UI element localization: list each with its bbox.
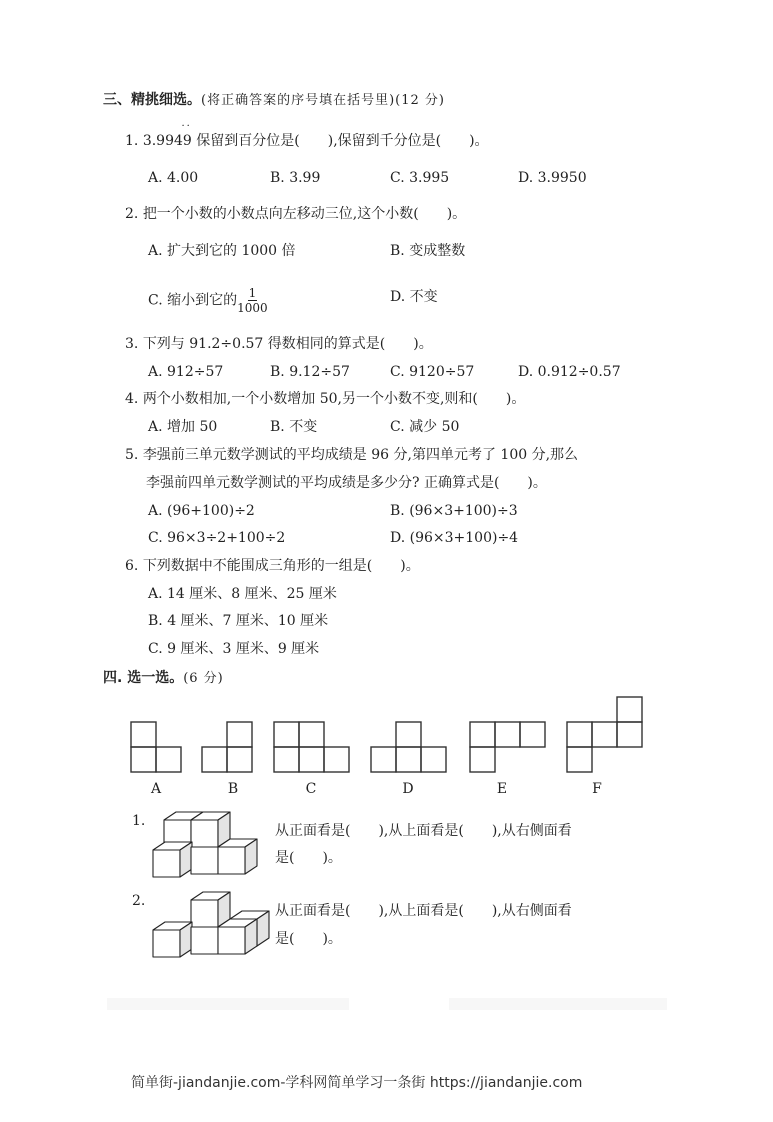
s4-q1-line1: 从正面看是( ),从上面看是( ),从右侧面看 <box>275 823 572 839</box>
figure-f-grid <box>567 697 642 772</box>
question-number: 4. <box>125 391 139 407</box>
s4-q1-line2: 是( )。 <box>275 850 342 866</box>
question-number: 6. <box>125 558 139 574</box>
question-text-line1: 李强前三单元数学测试的平均成绩是 96 分,第四单元考了 100 分,那么 <box>142 447 579 463</box>
question-text: 保留到百分位是( ),保留到千分位是( )。 <box>196 133 489 149</box>
question-5-line2: 李强前四单元数学测试的平均成绩是多少分? 正确算式是( )。 <box>146 475 547 491</box>
question-text: 下列数据中不能围成三角形的一组是( )。 <box>142 558 420 574</box>
figure-label-a: A <box>150 781 162 797</box>
question-number: 5. <box>125 447 139 463</box>
q3-option-a: A. 912÷57 <box>148 364 224 380</box>
question-number: 2. <box>125 206 139 222</box>
q6-option-b: B. 4 厘米、7 厘米、10 厘米 <box>148 613 329 629</box>
figure-label-c: C <box>305 781 317 797</box>
numerator: 1 <box>248 286 257 300</box>
q4-option-c: C. 减少 50 <box>390 419 460 435</box>
decimal-base: 3.99 <box>142 133 174 149</box>
figure-label-d: D <box>402 781 414 797</box>
faint-bar-right <box>449 998 667 1010</box>
s4-q2-number: 2. <box>132 893 146 909</box>
q6-option-a: A. 14 厘米、8 厘米、25 厘米 <box>148 586 337 602</box>
q2-option-d: D. 不变 <box>390 289 438 305</box>
denominator: 1000 <box>237 301 268 315</box>
figure-e-grid <box>470 722 545 772</box>
section-4-title: 四. 选一选。 <box>103 670 184 686</box>
q3-option-c: C. 9120÷57 <box>390 364 475 380</box>
figure-d-grid <box>371 722 446 772</box>
q2-option-a: A. 扩大到它的 1000 倍 <box>148 243 296 259</box>
section-3-instruction: (将正确答案的序号填在括号里)(12 分) <box>201 93 445 108</box>
q3-option-d: D. 0.912÷0.57 <box>518 364 621 380</box>
repeating-digits: 49 <box>173 133 192 149</box>
q3-option-b: B. 9.12÷57 <box>270 364 350 380</box>
faint-bar-left <box>107 998 349 1010</box>
question-number: 1. <box>125 133 139 149</box>
s4-q2-line2: 是( )。 <box>275 931 342 947</box>
s4-q2-line1: 从正面看是( ),从上面看是( ),从右侧面看 <box>275 903 572 919</box>
q1-option-d: D. 3.9950 <box>518 170 587 186</box>
option-text: C. 缩小到它的 <box>148 292 238 309</box>
section-3-title: 三、精挑细选。 <box>103 92 201 108</box>
q2-option-b: B. 变成整数 <box>390 243 466 259</box>
s4-q1-number: 1. <box>132 813 146 829</box>
q5-option-c: C. 96×3÷2+100÷2 <box>148 530 286 546</box>
q5-option-d: D. (96×3+100)÷4 <box>390 530 519 546</box>
figure-b-grid <box>202 722 252 772</box>
q4-option-a: A. 增加 50 <box>148 419 218 435</box>
figure-label-b: B <box>227 781 239 797</box>
q5-option-a: A. (96+100)÷2 <box>148 503 255 519</box>
question-text: 两个小数相加,一个小数增加 50,另一个小数不变,则和( )。 <box>142 391 526 407</box>
figure-label-e: E <box>496 781 508 797</box>
question-number: 3. <box>125 336 139 352</box>
question-text: 下列与 91.2÷0.57 得数相同的算式是( )。 <box>142 336 433 352</box>
cube-stack-1 <box>153 812 257 877</box>
q6-option-c: C. 9 厘米、3 厘米、9 厘米 <box>148 641 320 657</box>
q1-option-c: C. 3.995 <box>390 170 450 186</box>
cube-stack-2 <box>153 892 269 957</box>
figure-label-f: F <box>592 781 602 797</box>
q1-option-b: B. 3.99 <box>270 170 321 186</box>
q5-option-b: B. (96×3+100)÷3 <box>390 503 518 519</box>
repeating-dots: ·· <box>181 121 192 132</box>
footer-watermark: 简单街-jiandanjie.com-学科网简单学习一条街 https://jiandanjie.com <box>131 1075 583 1091</box>
q1-option-a: A. 4.00 <box>148 170 199 186</box>
figure-c-grid <box>274 722 349 772</box>
q4-option-b: B. 不变 <box>270 419 318 435</box>
section-4-score: (6 分) <box>183 671 224 686</box>
question-text: 把一个小数的小数点向左移动三位,这个小数( )。 <box>142 206 467 222</box>
figure-a-grid <box>131 722 181 772</box>
